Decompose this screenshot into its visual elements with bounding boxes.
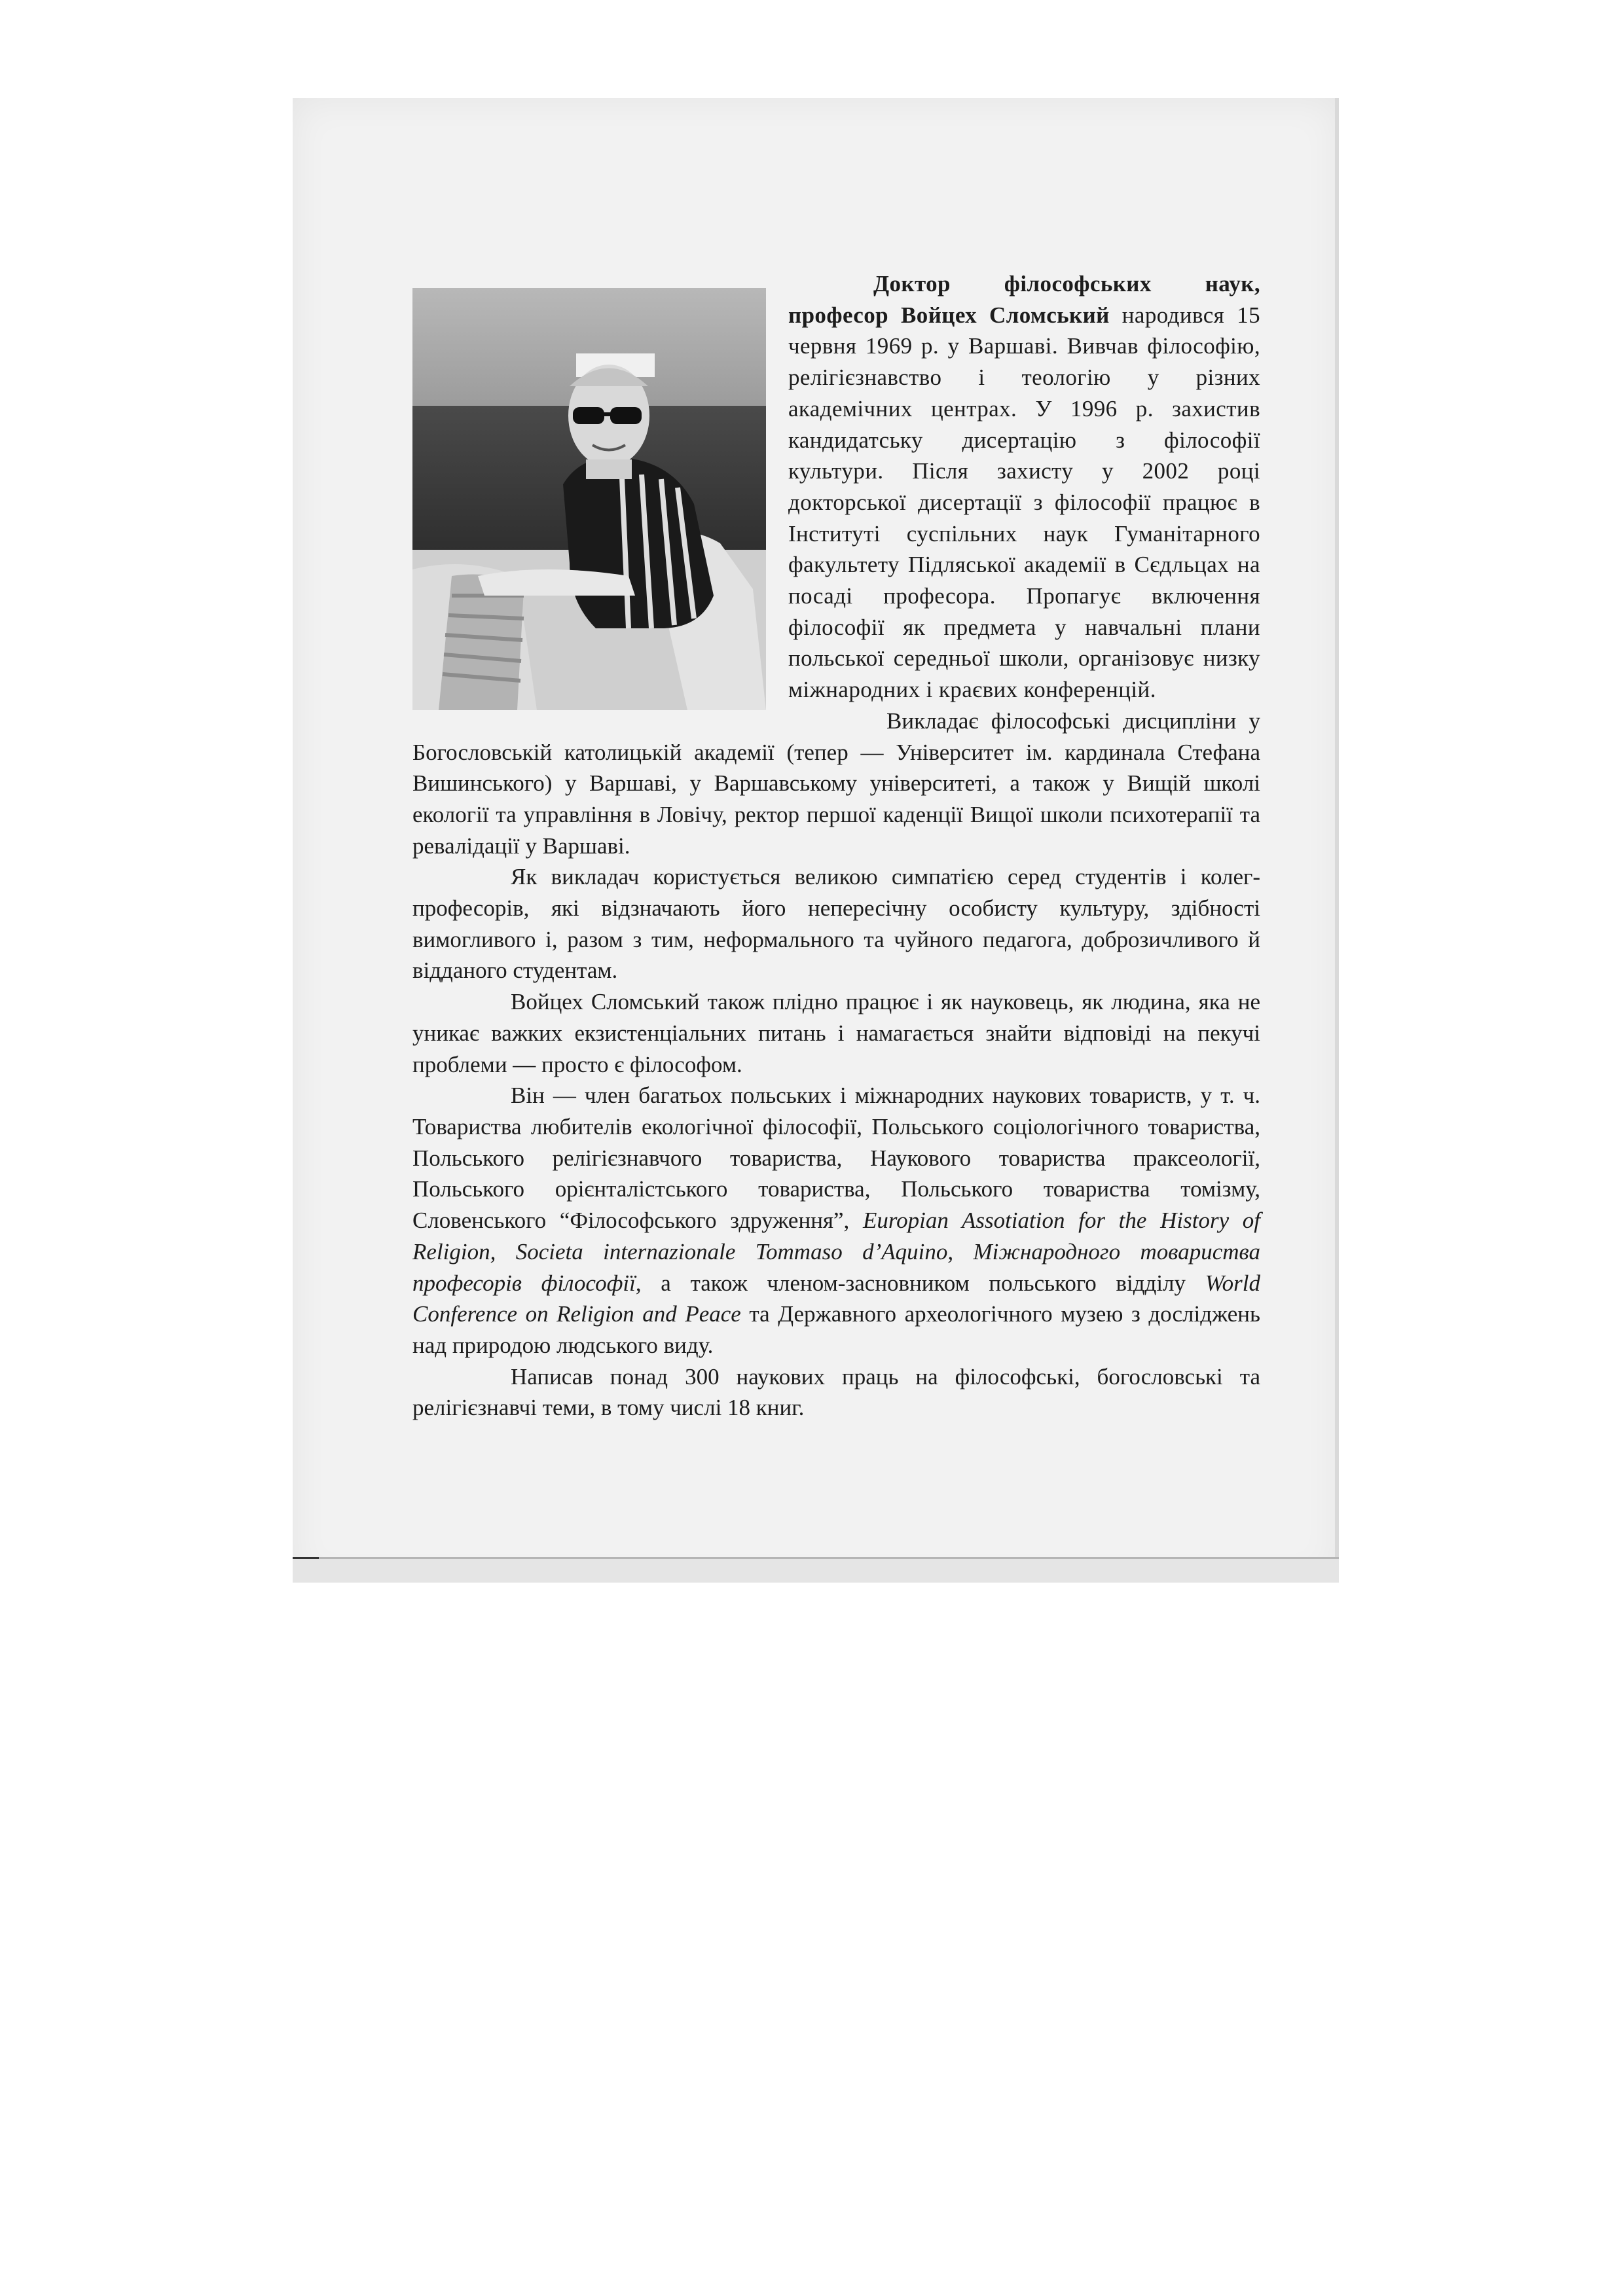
intro-bold-name: Доктор філософських наук, професор Войцех Сломський — [788, 271, 1260, 328]
paragraph-scholar: Войцех Сломський також плідно працює і як науковець, як людина, яка не уникає важких екзистенціальних питань і намагається знайти відповіді на пекучі проблеми — просто є філософом. — [412, 989, 1260, 1077]
paragraph-reputation: Як викладач користується великою симпатією серед студентів і колег-професорів, які відзначають його непересічну особисту культуру, здібності вимогливого і, разом з тим, неформального та чуйного педагога, доброзичливого й відданого студентам. — [412, 864, 1260, 984]
paragraph-teaching: Викладає філософські дисципліни у Богословській католицькій академії (тепер — Університет ім. кардинала Стефана Вишинського) у Варшаві, у Варшавському університеті, а також у Вищій школі екології та управління в Ловічу, ректор першої каденції Вищої школи психотерапії та ревалідації у Варшаві. — [412, 708, 1260, 859]
biography-text — [412, 268, 1260, 1424]
memberships-italic-1: Europian Assotiation for the History of Religion, Societa internazionale Tommaso d’Aquino, Міжнародного товариства професорів філософії — [412, 1208, 1261, 1296]
paragraph-publications: Написав понад 300 наукових праць на філософські, богословські та релігієзнавчі теми, в тому числі 18 книг. — [412, 1363, 1260, 1421]
intro-text: народився 15 червня 1969 р. у Варшаві. Вивчав філософію, релігієзнавство і теологію у різних академічних центрах. У 1996 р. захистив кандидатську дисертацію з філософії культури. Після захисту у 2002 році докторської дисертації з філософії працює в Інституті суспільних наук Гуманітарного факультету Підляської академії в Сєдльцах на посаді професора. Пропагує включення філософії як предмета у навчальні плани польської середньої школи, організовує низку міжнародних і краєвих конференцій. — [788, 302, 1260, 703]
memberships-text-3: та Державного археологічного музею з досліджень над природою людського виду. — [412, 1301, 1260, 1358]
scan-edge-right — [1335, 98, 1339, 1583]
memberships-text-2: , а також членом-засновником польського відділу — [635, 1270, 1205, 1296]
memberships-text-1: Він — член багатьох польських і міжнародних наукових товариств, у т. ч. Товариства любителів екологічної філософії, Польського соціологічного товариства, Польського релігієзнавчого товариства, Наукового товариства праксеології, Польського орієнталістського товариства, Польського товариства томізму, Словенського “Філософського здруження”, — [412, 1083, 1260, 1234]
scan-edge-bottom — [293, 1559, 1339, 1583]
author-photo-image — [412, 288, 766, 710]
paragraph-memberships — [412, 1080, 1260, 1361]
memberships-italic-2: World Conference on Religion and Peace — [412, 1270, 1260, 1327]
author-photo — [412, 288, 766, 710]
